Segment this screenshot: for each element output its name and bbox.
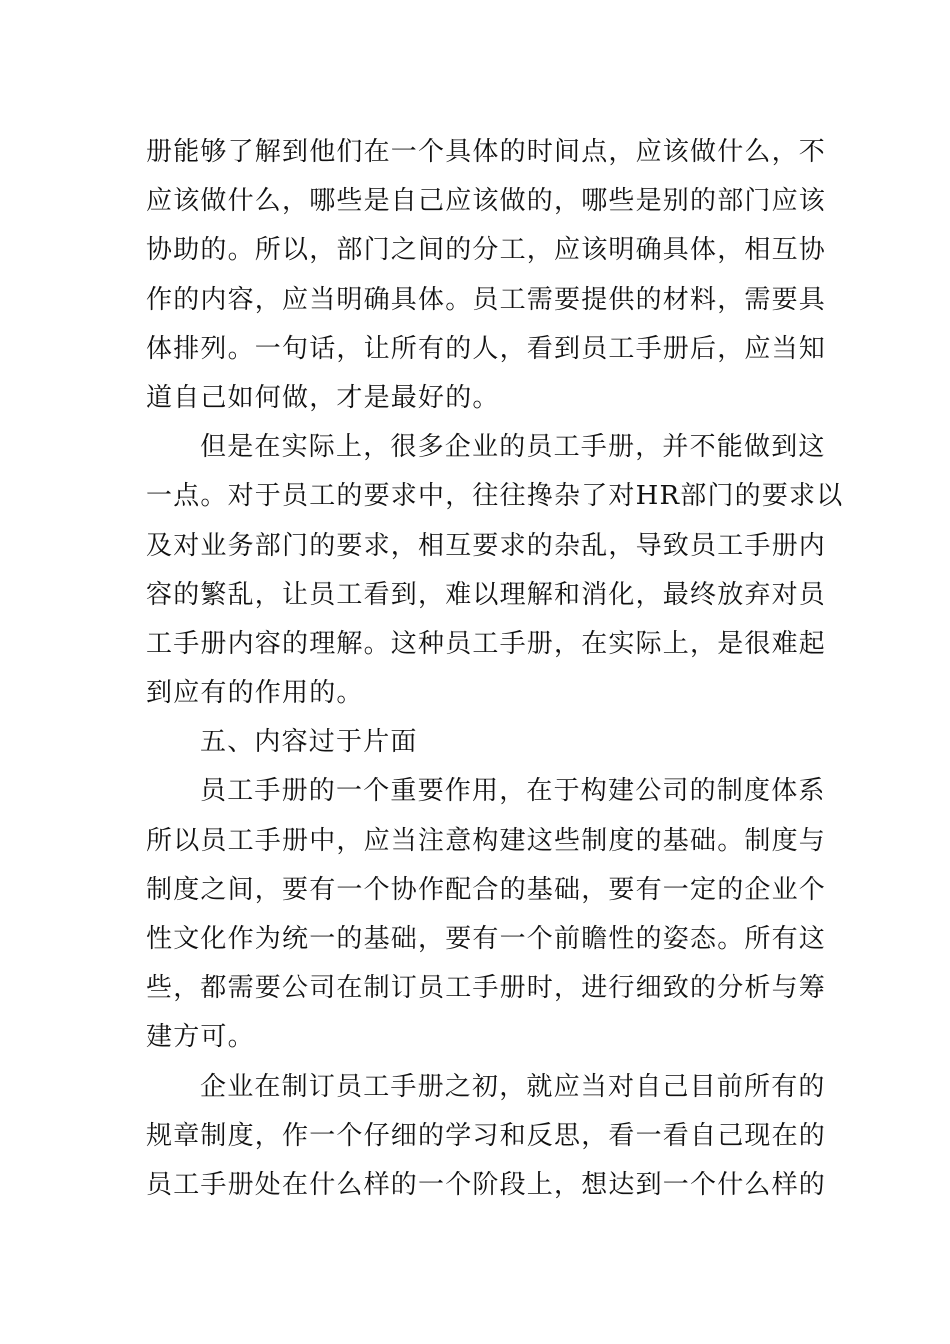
text-line: 体排列。一句话，让所有的人，看到员工手册后，应当知 <box>146 333 827 364</box>
text-line: 制度之间，要有一个协作配合的基础，要有一定的企业个 <box>146 874 827 905</box>
text-line: 规章制度，作一个仔细的学习和反思，看一看自己现在的 <box>146 1120 827 1151</box>
text-line: 一点。对于员工的要求中，往往搀杂了对HR部门的要求以 <box>146 481 844 512</box>
text-line: 员工手册的一个重要作用，在于构建公司的制度体系 <box>200 776 826 807</box>
text-line: 容的繁乱，让员工看到，难以理解和消化，最终放弃对员 <box>146 579 827 610</box>
text-line: 道自己如何做，才是最好的。 <box>146 382 500 413</box>
text-line: 工手册内容的理解。这种员工手册，在实际上，是很难起 <box>146 628 827 659</box>
text-line: 员工手册处在什么样的一个阶段上，想达到一个什么样的 <box>146 1169 827 1200</box>
text-line: 五、内容过于片面 <box>200 727 418 758</box>
text-line: 应该做什么，哪些是自己应该做的，哪些是别的部门应该 <box>146 186 827 217</box>
text-line: 册能够了解到他们在一个具体的时间点，应该做什么，不 <box>146 137 827 167</box>
text-line: 作的内容，应当明确具体。员工需要提供的材料，需要具 <box>146 284 827 315</box>
body-text <box>146 128 844 1210</box>
text-line: 些，都需要公司在制订员工手册时，进行细致的分析与筹 <box>146 973 827 1004</box>
text-line: 协助的。所以，部门之间的分工，应该明确具体，相互协 <box>146 235 827 266</box>
text-line: 所以员工手册中，应当注意构建这些制度的基础。制度与 <box>146 825 827 856</box>
text-line: 但是在实际上，很多企业的员工手册，并不能做到这 <box>200 432 826 463</box>
text-line: 性文化作为统一的基础，要有一个前瞻性的姿态。所有这 <box>146 924 827 954</box>
text-line: 及对业务部门的要求，相互要求的杂乱，导致员工手册内 <box>146 530 827 561</box>
text-line: 建方可。 <box>146 1022 255 1053</box>
text-line: 企业在制订员工手册之初，就应当对自己目前所有的 <box>200 1071 826 1102</box>
text-line: 到应有的作用的。 <box>146 678 364 709</box>
